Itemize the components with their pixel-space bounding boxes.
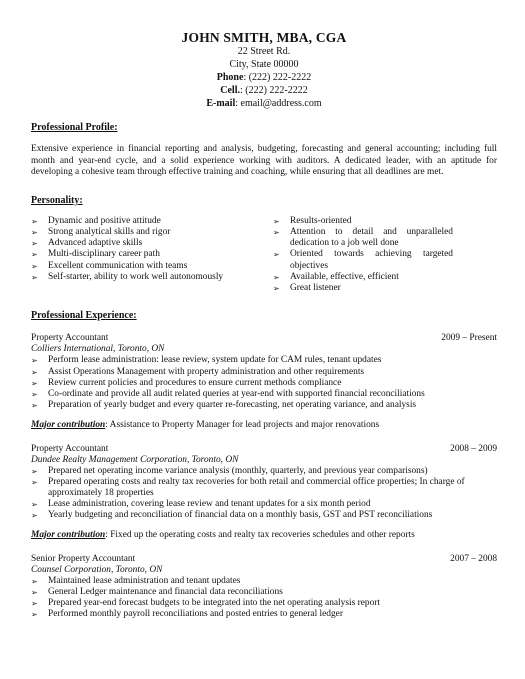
arrow-bullet-icon: ➢ <box>273 250 280 260</box>
arrow-bullet-icon: ➢ <box>31 511 38 521</box>
job-bullets <box>31 466 497 522</box>
personality-title: Personality: <box>31 194 83 206</box>
personality-item-text: Advanced adaptive skills <box>48 238 143 249</box>
job-bullet-text: General Ledger maintenance and financial data reconciliations <box>48 586 283 597</box>
job-bullet <box>31 355 497 366</box>
arrow-bullet-icon: ➢ <box>31 610 38 620</box>
personality-item-text: Oriented towards achieving targeted objectives <box>290 249 453 271</box>
contribution-text: : Assistance to Property Manager for lead projects and major renovations <box>105 419 380 430</box>
personality-list-left <box>31 216 266 294</box>
arrow-bullet-icon: ➢ <box>31 250 38 260</box>
email-line <box>31 97 497 110</box>
job-bullet <box>31 587 497 598</box>
personality-item <box>31 227 266 238</box>
personality-item <box>31 272 266 283</box>
arrow-bullet-icon: ➢ <box>273 272 280 282</box>
personality-item <box>273 272 453 283</box>
arrow-bullet-icon: ➢ <box>31 576 38 586</box>
job-dates: 2007 – 2008 <box>450 553 497 564</box>
job-entry <box>31 554 497 621</box>
job-bullet-text: Yearly budgeting and reconciliation of financial data on a monthly basis, GST and PST reconciliations <box>48 510 433 521</box>
job-bullet-text: Prepared net operating income variance analysis (monthly, quarterly, and previous year comparisons) <box>48 465 428 476</box>
experience-title: Professional Experience: <box>31 310 137 322</box>
email-value: : email@address.com <box>235 98 322 109</box>
job-bullet-text: Prepared operating costs and realty tax recoveries for both retail and commercial office properties; In charge of approximately 18 properties <box>48 476 465 498</box>
arrow-bullet-icon: ➢ <box>273 216 280 226</box>
arrow-bullet-icon: ➢ <box>31 500 38 510</box>
candidate-name: JOHN SMITH, MBA, CGA <box>181 30 347 45</box>
cell-label: Cell. <box>220 85 240 96</box>
phone-value: : (222) 222-2222 <box>243 72 312 83</box>
job-bullet-text: Maintained lease administration and tenant updates <box>48 575 241 586</box>
arrow-bullet-icon: ➢ <box>31 239 38 249</box>
job-title: Senior Property Accountant <box>31 553 136 564</box>
personality-item-text: Attention to detail and unparalleled dedication to a job well done <box>290 227 453 249</box>
arrow-bullet-icon: ➢ <box>31 598 38 608</box>
job-list <box>31 333 497 620</box>
job-bullet-text: Preparation of yearly budget and every quarter re-forecasting, net operating variance, and analysis <box>48 400 417 411</box>
arrow-bullet-icon: ➢ <box>31 261 38 271</box>
job-header <box>31 333 497 344</box>
job-bullet-text: Prepared year-end forecast budgets to be integrated into the net operating analysis report <box>48 597 380 608</box>
profile-title: Professional Profile: <box>31 122 118 133</box>
phone-label: Phone <box>216 72 244 83</box>
resume-header <box>31 30 497 110</box>
cell-value: : (222) 222-2222 <box>239 85 308 96</box>
job-company: Dundee Realty Management Corporation, Toronto, ON <box>31 454 239 465</box>
personality-item-text: Multi-disciplinary career path <box>48 249 160 260</box>
job-dates: 2008 – 2009 <box>450 443 497 454</box>
profile-text: Extensive experience in financial reporting and analysis, budgeting, forecasting and general accounting; including full month and year-end cycle, and a solid experience working with auditors. A dedicated leader, with an aptitude for developing a cohesive team through effective training and coaching, while ensuring that all deadlines are met. <box>31 144 497 178</box>
resume-page <box>31 0 497 620</box>
job-header <box>31 444 497 455</box>
arrow-bullet-icon: ➢ <box>31 466 38 476</box>
job-bullet <box>31 499 497 510</box>
personality-list-right <box>273 216 453 294</box>
job-entry <box>31 444 497 541</box>
personality-item <box>273 227 453 249</box>
arrow-bullet-icon: ➢ <box>31 216 38 226</box>
job-bullet-text: Co-ordinate and provide all audit related queries at year-end with supported financial reconciliations <box>48 389 425 400</box>
phone-line <box>31 71 497 84</box>
job-bullet <box>31 367 497 378</box>
email-label: E-mail <box>206 98 236 109</box>
job-bullet <box>31 598 497 609</box>
cell-line <box>31 84 497 97</box>
arrow-bullet-icon: ➢ <box>273 228 280 238</box>
job-bullet-text: Review current policies and procedures to ensure current methods compliance <box>48 377 342 388</box>
address-line-2: City, State 00000 <box>229 59 299 70</box>
arrow-bullet-icon: ➢ <box>31 587 38 597</box>
job-bullet <box>31 378 497 389</box>
arrow-bullet-icon: ➢ <box>31 228 38 238</box>
personality-item <box>31 238 266 249</box>
personality-item <box>273 283 453 294</box>
major-contribution <box>31 420 497 431</box>
job-bullet-text: Performed monthly payroll reconciliations and posted entries to general ledger <box>48 609 343 620</box>
personality-item <box>31 261 266 272</box>
job-company: Colliers International, Toronto, ON <box>31 344 165 355</box>
arrow-bullet-icon: ➢ <box>31 477 38 487</box>
arrow-bullet-icon: ➢ <box>31 272 38 282</box>
job-bullets <box>31 355 497 411</box>
personality-item <box>273 216 453 227</box>
address-line-1: 22 Street Rd. <box>237 46 291 57</box>
personality-columns <box>31 216 497 294</box>
job-bullet <box>31 466 497 477</box>
job-title: Property Accountant <box>31 443 109 454</box>
job-header <box>31 554 497 565</box>
personality-item-text: Self-starter, ability to work well autonomously <box>48 271 224 282</box>
profile-section <box>31 122 497 179</box>
arrow-bullet-icon: ➢ <box>31 390 38 400</box>
contribution-text: : Fixed up the operating costs and realty tax recoveries schedules and other reports <box>105 529 415 540</box>
arrow-bullet-icon: ➢ <box>273 284 280 294</box>
personality-item-text: Dynamic and positive attitude <box>48 215 161 226</box>
arrow-bullet-icon: ➢ <box>31 401 38 411</box>
personality-section <box>31 195 497 295</box>
personality-item-text: Great listener <box>290 283 341 294</box>
personality-item <box>31 249 266 260</box>
job-bullet-text: Lease administration, covering lease review and tenant updates for a six month period <box>48 499 371 510</box>
major-contribution <box>31 530 497 541</box>
job-company: Counsel Corporation, Toronto, ON <box>31 564 163 575</box>
arrow-bullet-icon: ➢ <box>31 367 38 377</box>
job-bullet <box>31 510 497 521</box>
job-bullet <box>31 609 497 620</box>
job-entry <box>31 333 497 430</box>
job-title: Property Accountant <box>31 333 109 344</box>
contribution-label: Major contribution <box>31 529 106 540</box>
personality-item <box>273 249 453 271</box>
job-bullet-text: Perform lease administration: lease review, system update for CAM rules, tenant updates <box>48 355 382 366</box>
job-bullet-text: Assist Operations Management with property administration and other requirements <box>48 366 365 377</box>
arrow-bullet-icon: ➢ <box>31 378 38 388</box>
personality-item-text: Available, effective, efficient <box>290 271 399 282</box>
job-dates: 2009 – Present <box>441 333 497 344</box>
job-bullet <box>31 477 497 499</box>
job-bullet <box>31 400 497 411</box>
arrow-bullet-icon: ➢ <box>31 356 38 366</box>
job-bullets <box>31 576 497 621</box>
personality-item-text: Excellent communication with teams <box>48 260 188 271</box>
job-bullet <box>31 576 497 587</box>
personality-item <box>31 216 266 227</box>
job-bullet <box>31 389 497 400</box>
personality-item-text: Strong analytical skills and rigor <box>48 227 171 238</box>
personality-item-text: Results-oriented <box>290 215 352 226</box>
contribution-label: Major contribution <box>31 419 106 430</box>
experience-section <box>31 310 497 620</box>
